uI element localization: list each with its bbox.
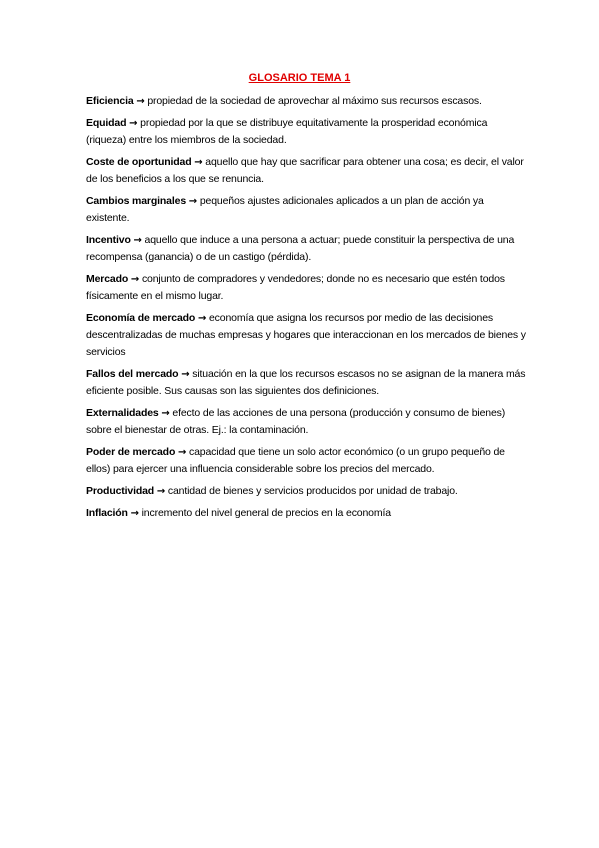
glossary-definition: economía que asigna los recursos por medio de las decisiones descentralizadas de muchas empresas y hogares que interaccionan en los mercados de bienes y servicios xyxy=(86,312,526,358)
glossary-term: Fallos del mercado xyxy=(86,368,179,380)
glossary-definition: propiedad por la que se distribuye equitativamente la prosperidad económica (riqueza) entre los miembros de la sociedad. xyxy=(86,117,488,146)
right-arrow-icon: → xyxy=(156,486,166,497)
glossary-term: Inflación xyxy=(86,507,128,519)
glossary-entry xyxy=(86,505,526,522)
glossary-term: Poder de mercado xyxy=(86,446,176,458)
glossary-definition: pequeños ajustes adicionales aplicados a un plan de acción ya existente. xyxy=(86,195,484,224)
glossary-definition: cantidad de bienes y servicios producidos por unidad de trabajo. xyxy=(167,485,458,497)
right-arrow-icon: → xyxy=(161,408,170,419)
right-arrow-icon: → xyxy=(181,369,190,380)
glossary-term: Economía de mercado xyxy=(86,312,196,324)
glossary-entry xyxy=(86,193,526,227)
glossary-entry xyxy=(86,154,526,188)
right-arrow-icon: → xyxy=(178,447,187,458)
glossary-definition: aquello que induce a una persona a actuar; puede constituir la perspectiva de una recompensa (ganancia) o de un castigo (pérdida). xyxy=(86,234,515,263)
glossary-term: Equidad xyxy=(86,117,127,129)
glossary-term: Incentivo xyxy=(86,234,131,246)
right-arrow-icon: → xyxy=(133,235,142,246)
glossary-entry xyxy=(86,93,526,110)
right-arrow-icon: → xyxy=(130,508,139,519)
glossary-definition: conjunto de compradores y vendedores; donde no es necesario que estén todos físicamente en el mismo lugar. xyxy=(86,273,505,302)
right-arrow-icon: → xyxy=(194,157,203,168)
glossary-term: Mercado xyxy=(86,273,129,285)
glossary-entry xyxy=(86,232,526,266)
glossary-entry xyxy=(86,271,526,305)
right-arrow-icon: → xyxy=(136,96,145,107)
glossary-entry xyxy=(86,483,526,500)
glossary-definition: incremento del nivel general de precios en la economía xyxy=(141,507,391,519)
glossary-entry xyxy=(86,405,526,439)
right-arrow-icon: → xyxy=(197,313,207,324)
glossary-entry xyxy=(86,310,526,361)
glossary-term: Cambios marginales xyxy=(86,195,187,207)
glossary-term: Productividad xyxy=(86,485,155,497)
page-title: GLOSARIO TEMA 1 xyxy=(248,72,351,84)
glossary-list xyxy=(86,93,526,527)
glossary-term: Coste de oportunidad xyxy=(86,156,192,168)
glossary-entry xyxy=(86,366,526,400)
glossary-definition: capacidad que tiene un solo actor económico (o un grupo pequeño de ellos) para ejercer una influencia considerable sobre los precios del mercado. xyxy=(86,446,505,475)
glossary-term: Externalidades xyxy=(86,407,159,419)
right-arrow-icon: → xyxy=(130,274,140,285)
glossary-term: Eficiencia xyxy=(86,95,134,107)
glossary-definition: efecto de las acciones de una persona (producción y consumo de bienes) sobre el bienestar de otras. Ej.: la contaminación. xyxy=(86,407,506,436)
right-arrow-icon: → xyxy=(129,118,138,129)
glossary-definition: situación en la que los recursos escasos no se asignan de la manera más eficiente posible. Sus causas son las siguientes dos definiciones. xyxy=(86,368,526,397)
glossary-entry xyxy=(86,115,526,149)
glossary-definition: aquello que hay que sacrificar para obtener una cosa; es decir, el valor de los beneficios a los que se renuncia. xyxy=(86,156,524,185)
glossary-entry xyxy=(86,444,526,478)
glossary-definition: propiedad de la sociedad de aprovechar al máximo sus recursos escasos. xyxy=(147,95,482,107)
right-arrow-icon: → xyxy=(188,196,198,207)
